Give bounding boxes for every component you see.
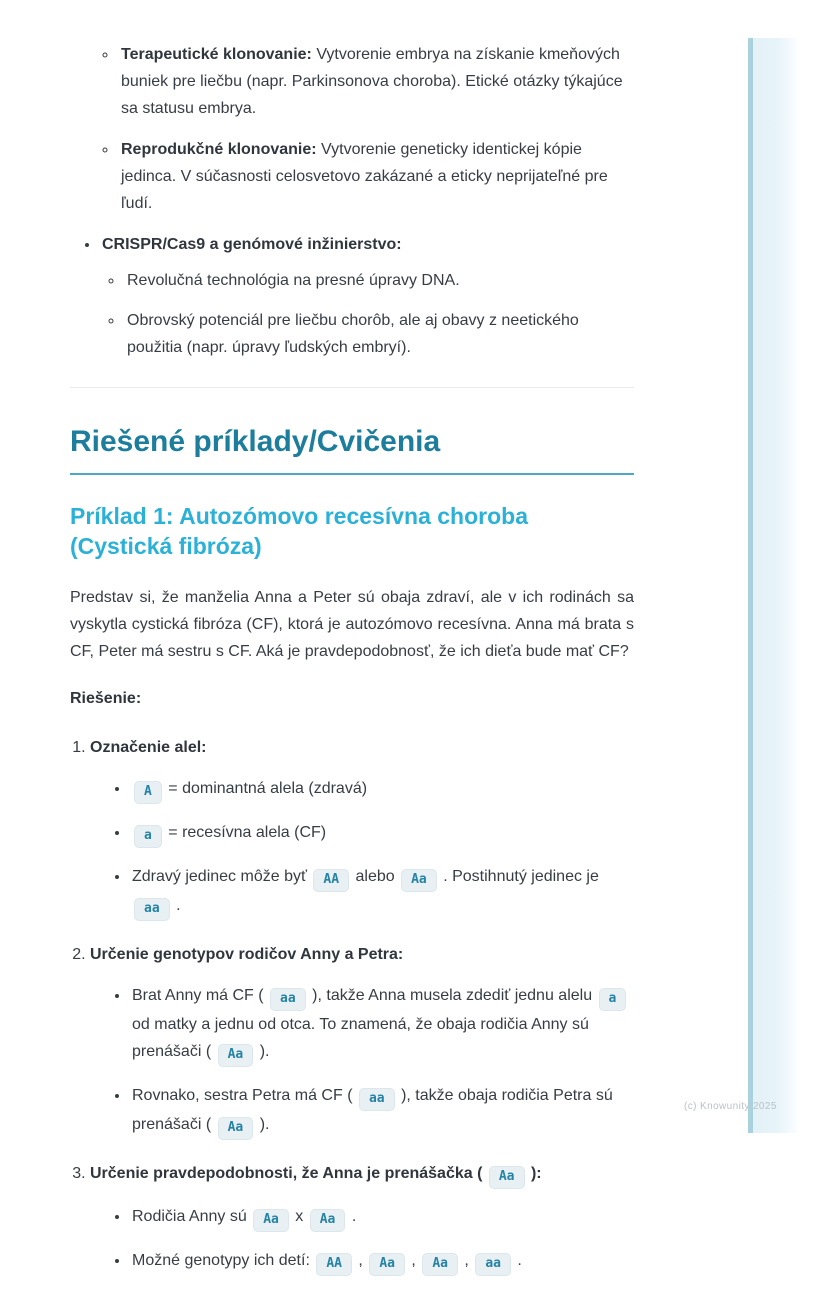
copyright-watermark: (c) Knowunity 2025: [684, 1101, 777, 1112]
step-1: [90, 734, 634, 921]
genotype-badge: Aa: [401, 869, 437, 892]
bold-label: Určenie genotypov rodičov Anny a Petra:: [90, 946, 404, 963]
bold-label: Určenie pravdepodobnosti, že Anna je prenášačka (: [90, 1165, 487, 1182]
list-item: • Brat Anny má CF ( aa ), takže Anna musela zdediť jednu alelu a od matky a jednu od otca. To znamená, že obaja rodičia Anny sú prenášači ( Aa ).: [130, 982, 634, 1067]
bold-label: ):: [526, 1165, 542, 1182]
list-item: • A = dominantná alela (zdravá): [130, 775, 634, 804]
step-3: [90, 1160, 634, 1276]
genotype-badge: A: [134, 781, 162, 804]
solution-steps: [70, 734, 634, 1276]
genotype-badge: aa: [270, 988, 306, 1011]
section-divider: [70, 387, 634, 388]
crispr-list: [70, 231, 634, 361]
step-title: [90, 1165, 542, 1182]
step-2-bullets: [90, 982, 634, 1140]
step-3-bullets: [90, 1203, 634, 1276]
step-title: [90, 946, 403, 963]
genotype-badge: Aa: [489, 1166, 525, 1189]
bold-label: Označenie alel:: [90, 739, 207, 756]
crispr-label: CRISPR/Cas9 a genómové inžinierstvo:: [102, 236, 402, 253]
list-item: • Zdravý jedinec môže byť AA alebo Aa . Postihnutý jedinec je aa .: [130, 863, 634, 921]
page-edge-band: [748, 38, 798, 1133]
genotype-badge: aa: [475, 1253, 511, 1276]
bold-label: Reprodukčné klonovanie:: [121, 141, 317, 158]
list-item-reproductive-cloning: ◦ Reprodukčné klonovanie: Vytvorenie geneticky identickej kópie jedinca. V súčasnosti celosvetovo zakázané a eticky neprijateľné pre ľudí.: [118, 136, 634, 217]
page-edge-scroll-stripe: [748, 38, 753, 1133]
list-item-therapeutic-cloning: ◦ Terapeutické klonovanie: Vytvorenie embrya na získanie kmeňových buniek pre liečbu (napr. Parkinsonova choroba). Etické otázky týkajúce sa statusu embrya.: [118, 41, 634, 122]
genotype-badge: Aa: [369, 1253, 405, 1276]
step-title: [90, 739, 207, 756]
genotype-badge: a: [599, 988, 627, 1011]
list-item: • Rodičia Anny sú Aa x Aa .: [130, 1203, 634, 1232]
list-item: • Možné genotypy ich detí: AA , Aa , Aa , aa .: [130, 1247, 634, 1276]
list-item: ◦ Obrovský potenciál pre liečbu chorôb, ale aj obavy z neetického použitia (napr. úpravy ľudských embryí).: [124, 307, 634, 361]
cloning-list: [70, 41, 634, 217]
genotype-badge: AA: [316, 1253, 352, 1276]
list-item: ◦ Revolučná technológia na presné úpravy DNA.: [124, 267, 634, 294]
genotype-badge: a: [134, 825, 162, 848]
genotype-badge: Aa: [218, 1117, 254, 1140]
step-2: [90, 941, 634, 1140]
list-item: • Rovnako, sestra Petra má CF ( aa ), takže obaja rodičia Petra sú prenášači ( Aa ).: [130, 1082, 634, 1140]
document-content: [70, 28, 634, 1296]
crispr-sublist: [102, 267, 634, 361]
bold-label: Terapeutické klonovanie:: [121, 46, 312, 63]
list-item: • a = recesívna alela (CF): [130, 819, 634, 848]
genotype-badge: Aa: [422, 1253, 458, 1276]
genotype-badge: aa: [359, 1088, 395, 1111]
solution-label: Riešenie:: [70, 690, 142, 707]
genotype-badge: AA: [313, 869, 349, 892]
genotype-badge: Aa: [310, 1209, 346, 1232]
genotype-badge: aa: [134, 898, 170, 921]
example-title: Príklad 1: Autozómovo recesívna choroba (Cystická fibróza): [70, 503, 528, 559]
page-title: Riešené príklady/Cvičenia: [70, 424, 634, 475]
step-1-bullets: [90, 775, 634, 921]
list-item-crispr: [100, 231, 634, 361]
genotype-badge: Aa: [218, 1044, 254, 1067]
example-intro-paragraph: Predstav si, že manželia Anna a Peter sú obaja zdraví, ale v ich rodinách sa vyskytla cystická fibróza (CF), ktorá je autozómovo recesívna. Anna má brata s CF, Peter má sestru s CF. Aká je pravdepodobnosť, že ich dieťa bude mať CF?: [70, 589, 634, 660]
genotype-badge: Aa: [253, 1209, 289, 1232]
